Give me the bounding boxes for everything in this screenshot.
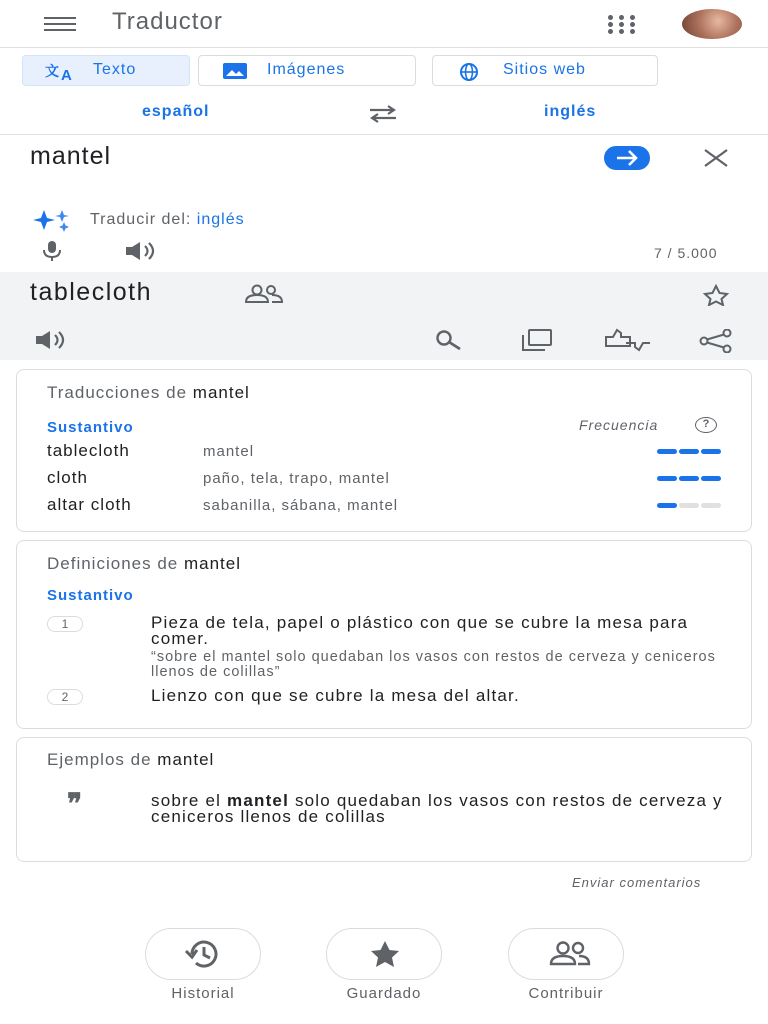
frequency-segment bbox=[657, 503, 677, 508]
feedback-icon[interactable] bbox=[604, 328, 652, 352]
swap-languages-icon[interactable] bbox=[366, 104, 400, 124]
history-button[interactable] bbox=[145, 928, 261, 1008]
examples-card bbox=[16, 737, 752, 862]
speaker-icon[interactable] bbox=[124, 241, 160, 261]
translation-word: cloth bbox=[47, 468, 88, 487]
frequency-segment bbox=[701, 476, 721, 481]
image-icon bbox=[221, 62, 249, 80]
tab-websites-label: Sitios web bbox=[503, 61, 586, 78]
frequency-segment bbox=[679, 503, 699, 508]
translation-row[interactable] bbox=[47, 441, 723, 463]
tab-images-label: Imágenes bbox=[267, 61, 346, 78]
avatar[interactable] bbox=[682, 9, 742, 39]
help-icon[interactable]: ? bbox=[695, 417, 717, 433]
frequency-label: Frecuencia bbox=[579, 417, 659, 433]
saved-label: Guardado bbox=[346, 985, 422, 1002]
apps-icon-dot bbox=[608, 29, 613, 34]
menu-icon-line bbox=[44, 23, 76, 25]
star-icon[interactable] bbox=[698, 284, 734, 306]
apps-grid-button[interactable] bbox=[606, 13, 640, 35]
frequency-segment bbox=[701, 449, 721, 454]
part-of-speech: Sustantivo bbox=[47, 419, 134, 436]
translation-row[interactable] bbox=[47, 495, 723, 517]
translation-synonyms: sabanilla, sábana, mantel bbox=[203, 497, 399, 514]
frequency-segment bbox=[679, 449, 699, 454]
apps-icon-dot bbox=[608, 22, 613, 27]
definition-number: 1 bbox=[47, 616, 83, 632]
target-language-button[interactable]: inglés bbox=[544, 103, 597, 120]
translations-card bbox=[16, 369, 752, 532]
part-of-speech: Sustantivo bbox=[47, 587, 134, 604]
translation-synonyms: paño, tela, trapo, mantel bbox=[203, 470, 390, 487]
history-circle[interactable] bbox=[145, 928, 261, 980]
source-language-button[interactable]: español bbox=[142, 103, 210, 120]
apps-icon-dot bbox=[619, 29, 624, 34]
menu-button[interactable] bbox=[40, 12, 80, 36]
detect-language-suggestion[interactable] bbox=[90, 211, 245, 229]
definition-example: “sobre el mantel solo quedaban los vasos con restos de cerveza y ceniceros llenos de colillas” bbox=[151, 649, 716, 680]
translate-button[interactable] bbox=[604, 146, 650, 170]
definition-number: 2 bbox=[47, 689, 83, 705]
translation-word: altar cloth bbox=[47, 495, 132, 514]
tab-text-label: Texto bbox=[93, 61, 137, 78]
apps-icon-dot bbox=[619, 22, 624, 27]
frequency-bars bbox=[657, 503, 723, 508]
frequency-segment bbox=[657, 476, 677, 481]
contribute-label: Contribuir bbox=[528, 985, 604, 1002]
menu-icon-line bbox=[44, 17, 76, 19]
quote-icon: ❞ bbox=[67, 787, 83, 820]
app-title: Traductor bbox=[112, 8, 223, 35]
example-sentence: sobre el mantel solo quedaban los vasos con restos de cerveza y ceniceros llenos de colillas bbox=[151, 791, 723, 826]
star-icon bbox=[363, 937, 407, 971]
apps-icon-dot bbox=[630, 15, 635, 20]
translate-icon bbox=[45, 62, 79, 82]
definition-text: Lienzo con que se cubre la mesa del altar. bbox=[151, 686, 520, 705]
saved-button[interactable] bbox=[326, 928, 442, 1008]
frequency-segment bbox=[657, 449, 677, 454]
card-title: Ejemplos de mantel bbox=[47, 750, 215, 769]
character-counter: 7 / 5.000 bbox=[654, 245, 718, 261]
card-title: Traducciones de mantel bbox=[47, 383, 250, 402]
send-feedback-link[interactable]: Enviar comentarios bbox=[572, 875, 702, 890]
definitions-card bbox=[16, 540, 752, 729]
search-icon[interactable] bbox=[432, 330, 466, 352]
translation-row[interactable] bbox=[47, 468, 723, 490]
contribute-button[interactable] bbox=[508, 928, 624, 1008]
frequency-bars bbox=[657, 476, 723, 481]
source-text-input[interactable]: mantel bbox=[30, 142, 112, 170]
microphone-icon[interactable] bbox=[40, 240, 64, 262]
close-icon[interactable] bbox=[702, 148, 730, 168]
apps-icon-dot bbox=[619, 15, 624, 20]
share-icon[interactable] bbox=[698, 329, 734, 353]
frequency-segment bbox=[679, 476, 699, 481]
history-label: Historial bbox=[171, 985, 235, 1002]
tab-websites[interactable] bbox=[432, 55, 658, 86]
app-header bbox=[0, 0, 768, 48]
history-icon bbox=[182, 937, 226, 971]
divider bbox=[0, 134, 768, 135]
translation-synonyms: mantel bbox=[203, 443, 255, 460]
community-verified-icon[interactable] bbox=[242, 284, 286, 304]
detect-language-link[interactable]: inglés bbox=[196, 211, 245, 228]
apps-icon-dot bbox=[630, 29, 635, 34]
people-icon bbox=[545, 937, 595, 971]
frequency-segment bbox=[701, 503, 721, 508]
apps-icon-dot bbox=[608, 15, 613, 20]
translated-text: tablecloth bbox=[30, 278, 153, 306]
copy-icon[interactable] bbox=[520, 329, 554, 351]
apps-icon-dot bbox=[630, 22, 635, 27]
detect-prefix: Traducir del: bbox=[90, 211, 192, 228]
svg-text:文: 文 bbox=[45, 63, 60, 79]
definition-text: Pieza de tela, papel o plástico con que se cubre la mesa para comer. bbox=[151, 613, 689, 648]
globe-icon bbox=[455, 62, 485, 82]
arrow-right-icon bbox=[604, 146, 650, 170]
translation-word: tablecloth bbox=[47, 441, 130, 460]
tab-images[interactable] bbox=[198, 55, 416, 86]
sparkle-icon bbox=[32, 208, 74, 232]
speaker-icon[interactable] bbox=[34, 330, 70, 350]
translation-output bbox=[0, 272, 768, 360]
frequency-bars bbox=[657, 449, 723, 454]
tab-text[interactable] bbox=[22, 55, 190, 86]
svg-text:A: A bbox=[61, 67, 73, 82]
menu-icon-line bbox=[44, 29, 76, 31]
contribute-circle[interactable] bbox=[508, 928, 624, 980]
saved-circle[interactable] bbox=[326, 928, 442, 980]
card-title: Definiciones de mantel bbox=[47, 554, 242, 573]
